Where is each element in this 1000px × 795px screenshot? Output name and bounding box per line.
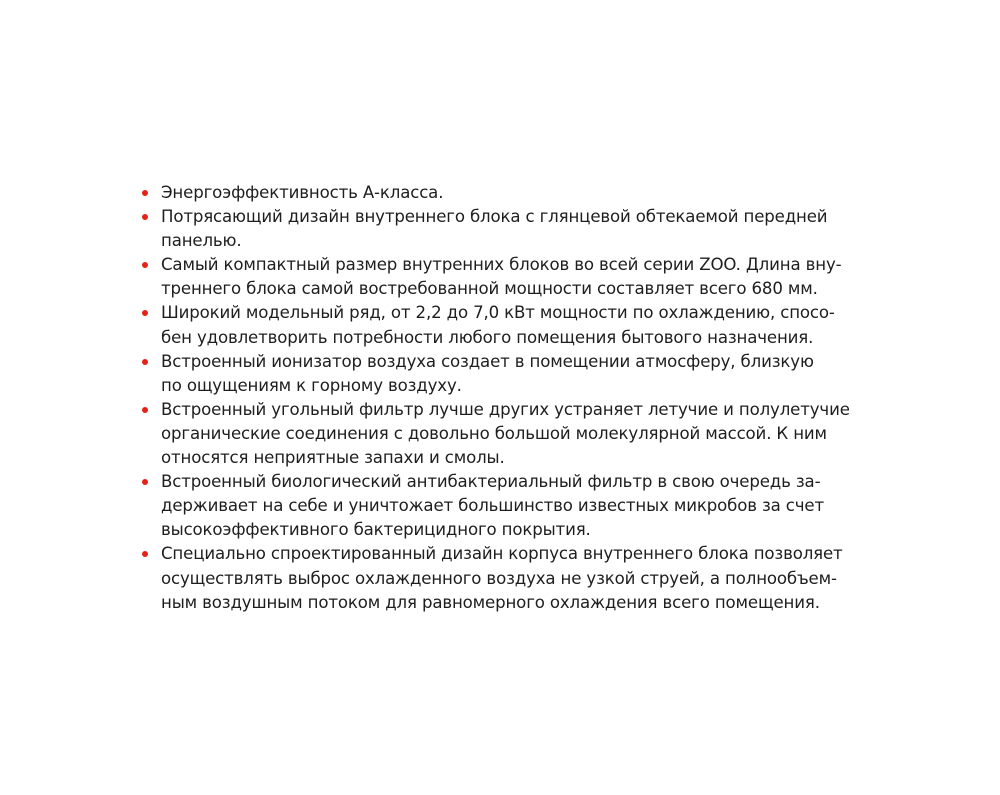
feature-item-antibacterial-filter xyxy=(139,470,869,542)
feature-text: треннего блока самой востребованной мощности составляет всего 680 мм. xyxy=(161,279,818,299)
bullet-icon xyxy=(142,551,148,557)
feature-item-model-range xyxy=(139,301,869,349)
feature-text: Самый компактный размер внутренних блоков во всей серии ZOO. Длина вну- xyxy=(161,255,842,275)
bullet-icon xyxy=(142,407,148,413)
feature-text: Специально спроектированный дизайн корпуса внутреннего блока позволяет xyxy=(161,544,843,564)
bullet-icon xyxy=(142,479,148,485)
feature-item-carbon-filter xyxy=(139,398,869,470)
feature-text: органические соединения с довольно большой молекулярной массой. К ним xyxy=(161,423,827,443)
feature-text: Энергоэффективность А-класса. xyxy=(161,183,444,202)
feature-text: Широкий модельный ряд, от 2,2 до 7,0 кВт мощности по охлаждению, спосо- xyxy=(161,303,835,323)
feature-text: Встроенный угольный фильтр лучше других устраняет летучие и полулетучие xyxy=(161,399,850,419)
feature-text: ным воздушным потоком для равномерного охлаждения всего помещения. xyxy=(161,592,820,612)
feature-item-energy xyxy=(139,181,869,205)
feature-text: Потрясающий дизайн внутреннего блока с глянцевой обтекаемой передней xyxy=(161,207,828,227)
feature-text: осуществлять выброс охлажденного воздуха не узкой струей, а полнообъем- xyxy=(161,568,837,588)
feature-text: бен удовлетворить потребности любого помещения бытового назначения. xyxy=(161,327,814,347)
feature-text: панелью. xyxy=(161,231,242,251)
feature-text: держивает на себе и уничтожает большинство известных микробов за счет xyxy=(161,496,824,516)
feature-text: Встроенный ионизатор воздуха создает в помещении атмосферу, близкую xyxy=(161,351,814,371)
feature-text: высокоэффективного бактерицидного покрытия. xyxy=(161,520,591,540)
feature-text: Встроенный биологический антибактериальный фильтр в свою очередь за- xyxy=(161,472,821,492)
feature-text: относятся неприятные запахи и смолы. xyxy=(161,448,505,468)
feature-item-airflow xyxy=(139,542,869,614)
feature-item-ionizer xyxy=(139,350,869,398)
feature-list xyxy=(139,181,869,615)
feature-text: по ощущениям к горному воздуху. xyxy=(161,375,462,395)
feature-item-compact xyxy=(139,253,869,301)
bullet-icon xyxy=(142,214,148,220)
feature-item-design xyxy=(139,205,869,253)
bullet-icon xyxy=(142,190,148,196)
bullet-icon xyxy=(142,359,148,365)
bullet-icon xyxy=(142,310,148,316)
bullet-icon xyxy=(142,262,148,268)
